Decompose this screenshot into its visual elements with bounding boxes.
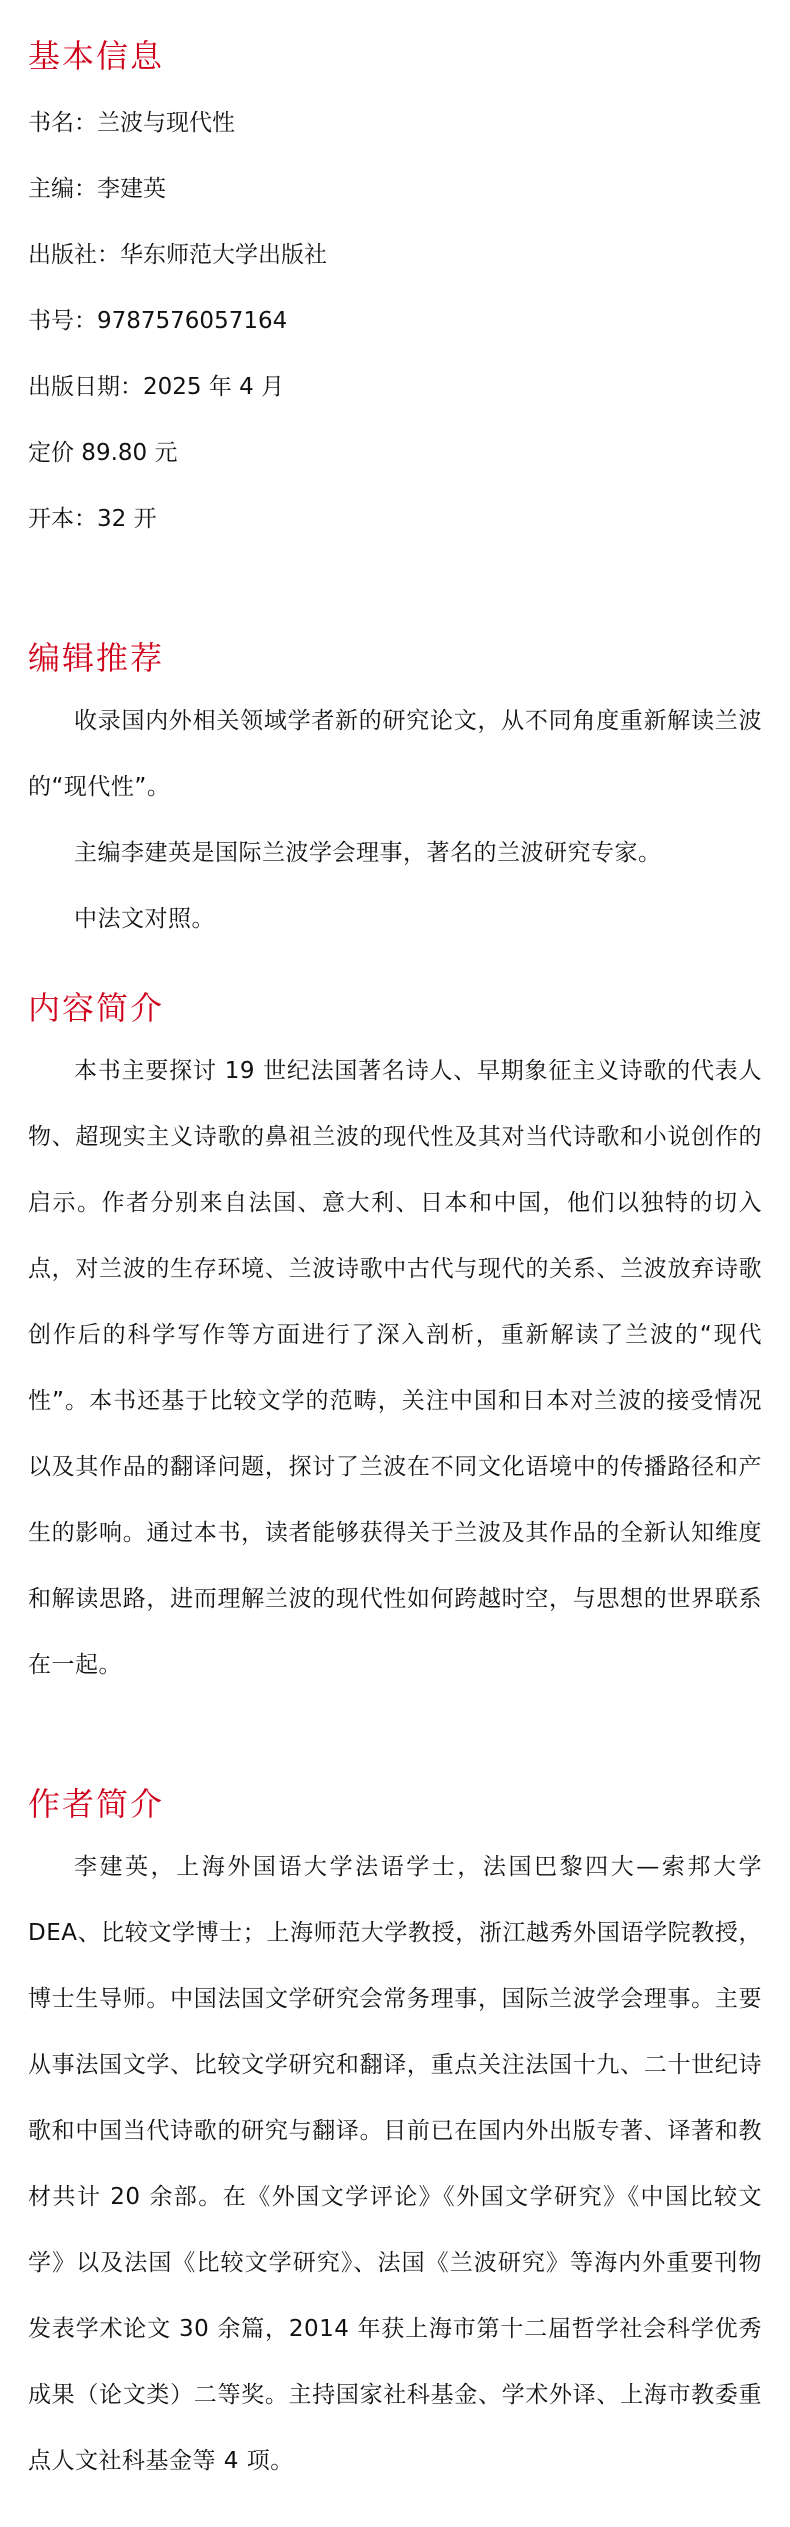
author-intro-section [28,1698,762,2494]
publisher-line: 出版社：华东师范大学出版社 [28,242,327,268]
editor-recommend-heading: 编辑推荐 [28,639,165,677]
editor-line: 主编：李建英 [28,176,166,202]
isbn-line: 书号：9787576057164 [28,308,288,334]
publish-date-line: 出版日期：2025 年 4 月 [28,374,285,400]
recommend-paragraph: 主编李建英是国际兰波学会理事，著名的兰波研究专家。 [74,840,662,866]
author-intro-paragraph: 李建英，上海外国语大学法语学士，法国巴黎四大—索邦大学 DEA、比较文学博士；上海师范大学教授，浙江越秀外国语学院教授，博士生导师。中国法国文学研究会常务理事，国际兰波学会理事。主要从事法国文学、比较文学研究和翻译，重点关注法国十九、二十世纪诗歌和中国当代诗歌的研究与翻译。目前已在国内外出版专著、译著和教材共计 20 余部。在《外国文学评论》《外国文学研究》《中国比较文学》以及法国《比较文学研究》、法国《兰波研究》等海内外重要刊物发表学术论文 30 余篇，2014 年获上海市第十二届哲学社会科学优秀成果（论文类）二等奖。主持国家社科基金、学术外译、上海市教委重点人文社科基金等 4 项。 [28,1854,762,2474]
format-line: 开本：32 开 [28,506,157,532]
book-title-line: 书名：兰波与现代性 [28,110,235,136]
price-line: 定价 89.80 元 [28,440,178,466]
basic-info-heading: 基本信息 [28,37,165,75]
basic-info-section [28,0,762,534]
content-intro-section [28,952,762,1698]
author-intro-heading: 作者简介 [28,1785,165,1823]
content-intro-paragraph: 本书主要探讨 19 世纪法国著名诗人、早期象征主义诗歌的代表人物、超现实主义诗歌的鼻祖兰波的现代性及其对当代诗歌和小说创作的启示。作者分别来自法国、意大利、日本和中国，他们以独特的切入点，对兰波的生存环境、兰波诗歌中古代与现代的关系、兰波放弃诗歌创作后的科学写作等方面进行了深入剖析，重新解读了兰波的“现代性”。本书还基于比较文学的范畴，关注中国和日本对兰波的接受情况以及其作品的翻译问题，探讨了兰波在不同文化语境中的传播路径和产生的影响。通过本书，读者能够获得关于兰波及其作品的全新认知维度和解读思路，进而理解兰波的现代性如何跨越时空，与思想的世界联系在一起。 [28,1058,762,1678]
editor-recommend-section [28,534,762,952]
recommend-paragraph: 收录国内外相关领域学者新的研究论文，从不同角度重新解读兰波的“现代性”。 [28,708,762,800]
recommend-paragraph: 中法文对照。 [74,906,215,932]
content-intro-heading: 内容简介 [28,989,165,1027]
